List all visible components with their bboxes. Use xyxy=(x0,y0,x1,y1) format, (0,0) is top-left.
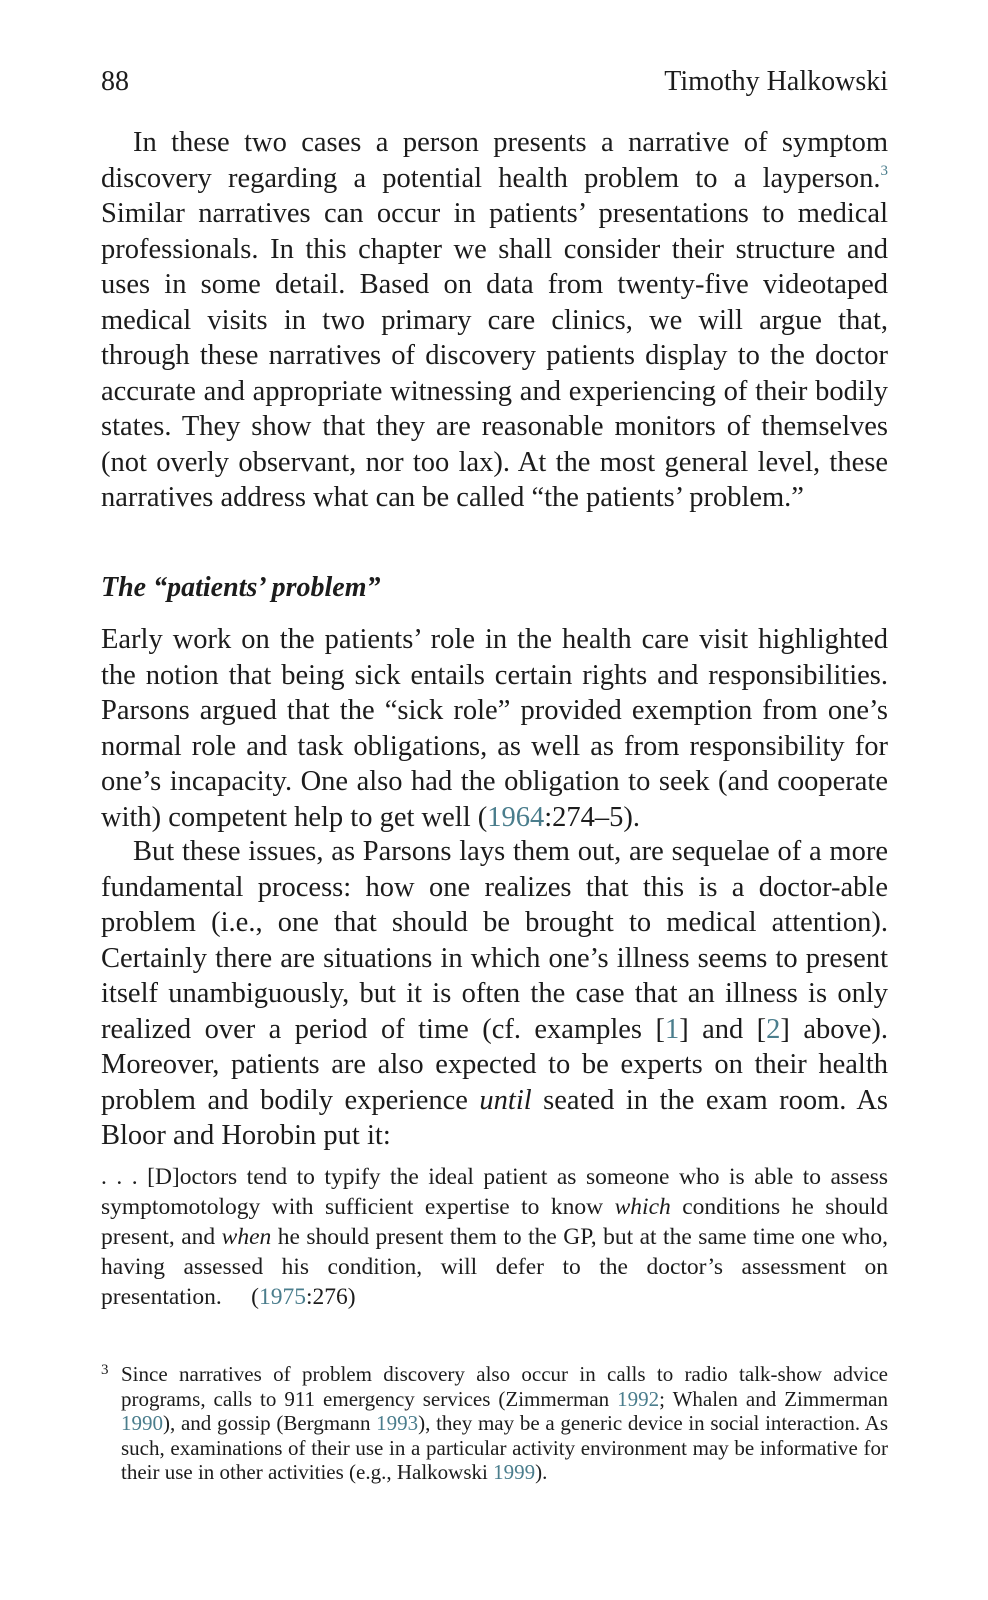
paragraph-sick-role xyxy=(101,622,888,835)
citation-link[interactable]: 1964 xyxy=(487,801,545,833)
quote-citation-close: :276) xyxy=(305,1284,356,1310)
running-header xyxy=(101,64,888,100)
paragraph-text: :274–5). xyxy=(544,801,641,833)
footnote-text-part: Since narratives of problem discovery also occur in calls to radio talk-show advice programs, calls to 911 emergency services (Zimmerman xyxy=(121,1362,888,1411)
example-link-1[interactable]: 1 xyxy=(664,1013,680,1045)
footnote-text-part: ; Whalen and Zimmerman xyxy=(659,1386,889,1411)
quote-text: conditions he should present, and xyxy=(101,1194,888,1250)
quote-citation-open: ( xyxy=(251,1284,259,1310)
footnote-mark: 3 xyxy=(101,1362,109,1378)
emphasis-text: until xyxy=(479,1084,532,1116)
citation-link[interactable]: 1999 xyxy=(493,1460,536,1484)
section-heading: The “patients’ problem” xyxy=(101,572,381,603)
paragraph-text: seated in the exam room. As Bloor and Horobin put it: xyxy=(101,1084,889,1151)
quote-text: . . . [D]octors tend to typify the ideal patient as someone who is able to assess symptomotology with sufficient expertise to know xyxy=(101,1164,888,1220)
quote-emphasis: when xyxy=(221,1224,272,1250)
footnote-reference[interactable]: 3 xyxy=(880,162,888,179)
citation-link[interactable]: 1993 xyxy=(376,1411,419,1435)
paragraph-text: Early work on the patients’ role in the health care visit highlighted the notion that being sick entails certain rights and responsibilities. Parsons argued that the “sick role” provided exemption from one’s normal role and task obligations, as well as from responsibility for one’s incapacity. One also had the obligation to seek (and cooperate with) competent help to get well ( xyxy=(101,624,888,833)
paragraph-text: In these two cases a person presents a narrative of symptom discovery regarding a potential health problem to a layperson. xyxy=(101,127,888,194)
citation-link[interactable]: 1992 xyxy=(617,1386,660,1411)
paragraph-text: ] above). Moreover, patients are also expected to be experts on their health problem and bodily experience xyxy=(101,1013,889,1116)
block-quote xyxy=(101,1162,888,1312)
quote-emphasis: which xyxy=(614,1194,671,1220)
footnote-text-part: ), and gossip (Bergmann xyxy=(163,1411,377,1435)
paragraph-text: But these issues, as Parsons lays them out, are sequelae of a more fundamental process: how one realizes that this is a doctor-able problem (i.e., one that should be brought to medical attention). Certainly there are situations in which one’s illness seems to present itself unambiguously, but it is often the case that an illness is only realized over a period of time (cf. examples [ xyxy=(101,836,888,1045)
paragraph-text: Similar narratives can occur in patients’ presentations to medical professionals. In this chapter we shall consider their structure and uses in some detail. Based on data from twenty-five videotaped medical visits in two primary care clinics, we will argue that, through these narratives of discovery patients display to the doctor accurate and appropriate witnessing and experiencing of their bodily states. They show that they are reasonable monitors of themselves (not overly observant, nor too lax). At the most general level, these narratives address what can be called “the patients’ problem.” xyxy=(101,198,888,513)
paragraph-doctorable xyxy=(101,834,888,1154)
running-head-author: Timothy Halkowski xyxy=(664,66,888,97)
example-link-2[interactable]: 2 xyxy=(766,1013,781,1045)
citation-link[interactable]: 1990 xyxy=(121,1411,163,1435)
citation-link[interactable]: 1975 xyxy=(258,1284,306,1310)
footnote-text-part: ). xyxy=(535,1460,548,1484)
paragraph-intro xyxy=(101,125,888,516)
footnote-text xyxy=(121,1362,888,1485)
footnote xyxy=(101,1362,888,1485)
footnote-text-part: ), they may be a generic device in social interaction. As such, examinations of their use in a particular activity environment may be informative for their use in other activities (e.g., Halkowski xyxy=(121,1411,888,1484)
page-number: 88 xyxy=(101,66,129,97)
paragraph-text: ] and [ xyxy=(679,1013,767,1045)
quote-text: he should present them to the GP, but at the same time one who, having assessed his condition, will defer to the doctor’s assessment on presentation. xyxy=(101,1224,889,1310)
